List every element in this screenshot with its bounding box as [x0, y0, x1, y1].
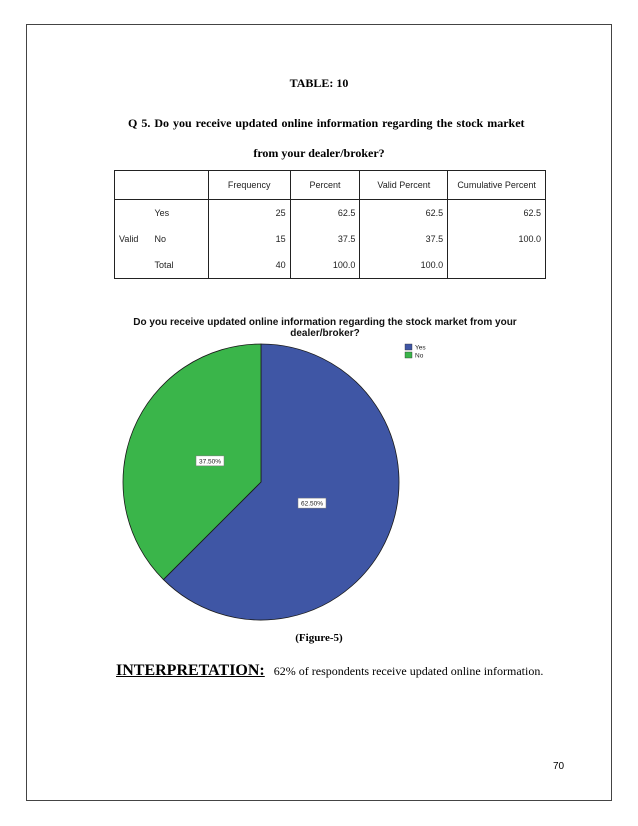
pie-svg: [110, 312, 540, 622]
chart-title-line-2: dealer/broker?: [290, 328, 360, 339]
legend-label: No: [415, 352, 424, 360]
table-title: TABLE: 10: [289, 76, 349, 90]
cell-cumulative-percent: 100.0: [448, 226, 546, 252]
legend-label: Yes: [415, 344, 426, 352]
cell-cumulative-percent: 62.5: [448, 200, 546, 227]
cell-percent: 37.5: [290, 226, 360, 252]
pie-chart: [110, 312, 540, 622]
interpretation-text: 62% of respondents receive updated online information.: [273, 664, 544, 678]
header-cumulative-percent: Cumulative Percent: [448, 171, 546, 200]
page-number: 70: [553, 761, 565, 772]
cell-valid-percent: 100.0: [360, 252, 448, 279]
cell-frequency: 15: [208, 226, 290, 252]
data-label-yes: [298, 498, 326, 508]
figure-caption: (Figure-5): [295, 632, 343, 644]
table-header-row: [115, 171, 546, 200]
interpretation: [116, 662, 543, 680]
table-row: [115, 252, 546, 279]
cell-percent: 62.5: [290, 200, 360, 227]
table-corner-cell: [115, 171, 209, 200]
chart-title-line-1: Do you receive updated online information regarding the stock market from your: [133, 317, 517, 328]
cell-valid-percent: 62.5: [360, 200, 448, 227]
legend-swatch: [405, 352, 412, 358]
cell-frequency: 25: [208, 200, 290, 227]
cell-frequency: 40: [208, 252, 290, 279]
question-line-2: from your dealer/broker?: [253, 146, 385, 160]
cell-valid-percent: 37.5: [360, 226, 448, 252]
cell-percent: 100.0: [290, 252, 360, 279]
data-label-text: 37.50%: [198, 458, 222, 466]
legend-swatch: [405, 344, 412, 350]
header-frequency: Frequency: [208, 171, 290, 200]
header-percent: Percent: [290, 171, 360, 200]
legend-item-no: [405, 352, 424, 360]
row-label: Total: [150, 252, 208, 279]
frequency-table: [114, 170, 546, 279]
header-valid-percent: Valid Percent: [360, 171, 448, 200]
legend-item-yes: [405, 344, 426, 352]
question-line-1: Q 5. Do you receive updated online information regarding the stock market: [128, 116, 525, 130]
row-label: No: [154, 234, 166, 244]
row-label: Yes: [154, 208, 170, 218]
data-label-text: 62.50%: [300, 500, 324, 508]
table-row: [115, 200, 546, 227]
table-row: [115, 226, 546, 252]
data-label-no: [196, 456, 224, 466]
valid-group-label: Valid: [115, 200, 151, 279]
cell-cumulative-percent: [448, 252, 546, 279]
interpretation-label: INTERPRETATION:: [116, 662, 265, 679]
